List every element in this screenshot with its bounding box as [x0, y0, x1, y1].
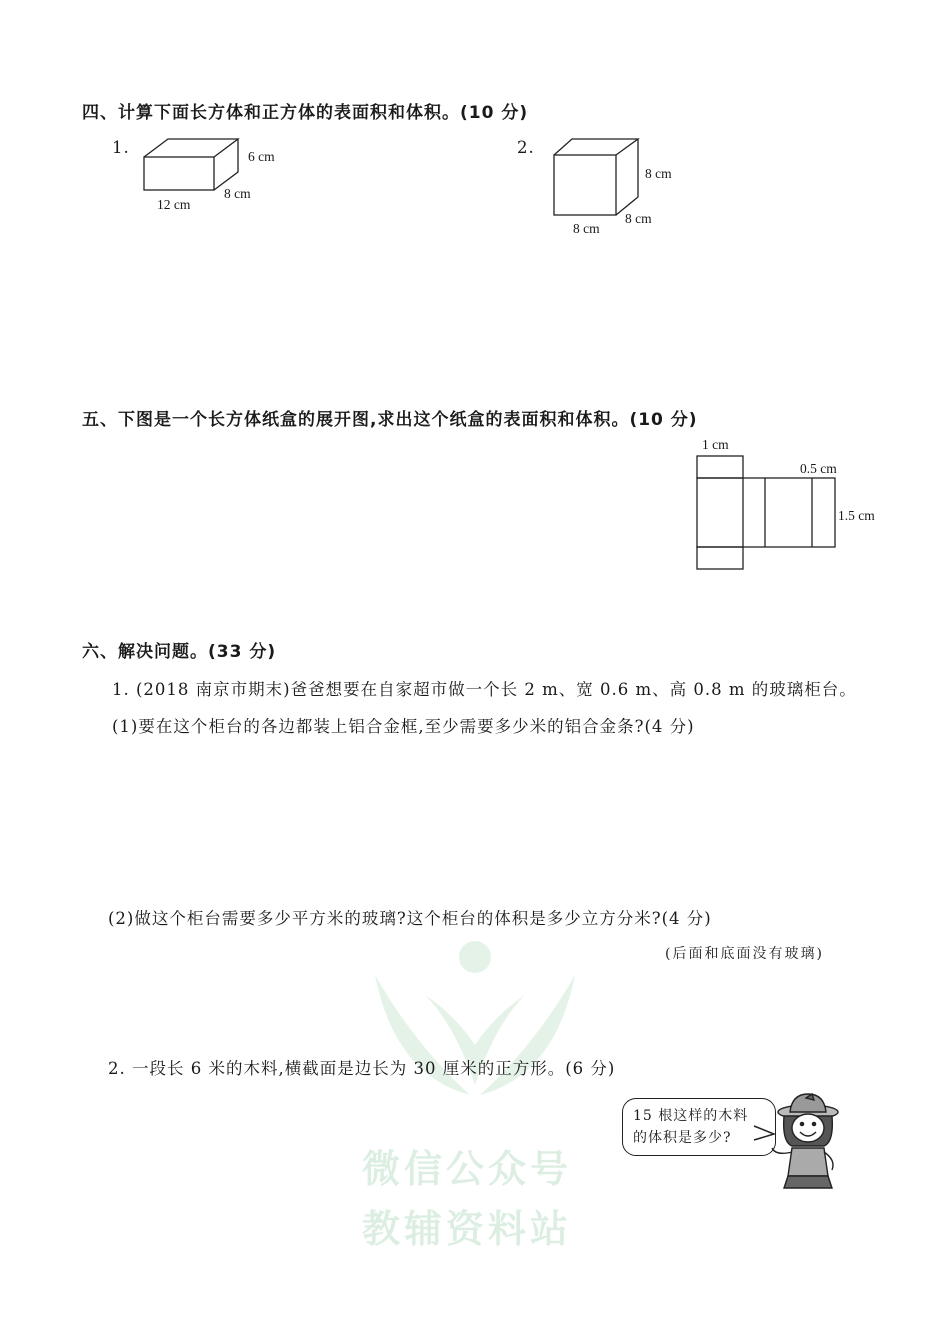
box-net-diagram: [696, 455, 836, 571]
speech-bubble: [622, 1098, 776, 1156]
q1-note: (后面和底面没有玻璃): [665, 946, 824, 962]
fig2-depth-label: 8 cm: [625, 211, 652, 226]
watermark-line2: 教辅资料站: [362, 1207, 573, 1251]
section6-title: 六、解决问题。(33 分): [82, 642, 277, 662]
net-side-label: 1.5 cm: [838, 508, 875, 523]
watermark-line1: 微信公众号: [362, 1147, 573, 1191]
section4-title: 四、计算下面长方体和正方体的表面积和体积。(10 分): [82, 103, 529, 123]
section5-title: 五、下图是一个长方体纸盒的展开图,求出这个纸盒的表面积和体积。(10 分): [82, 410, 698, 430]
net-mid-label: 0.5 cm: [800, 461, 837, 476]
q2-text: 2. 一段长 6 米的木料,横截面是边长为 30 厘米的正方形。(6 分): [108, 1059, 616, 1078]
fig1-height-label: 6 cm: [248, 149, 275, 164]
girl-cartoon-icon: [766, 1090, 846, 1190]
fig2-number: 2.: [517, 138, 535, 157]
net-top-label: 1 cm: [702, 437, 729, 452]
fig1-width-label: 8 cm: [224, 186, 251, 201]
q1-part1: (1)要在这个柜台的各边都装上铝合金框,至少需要多少米的铝合金条?(4 分): [112, 717, 695, 736]
bubble-line2: 的体积是多少?: [633, 1130, 732, 1146]
bubble-line1: 15 根这样的木料: [633, 1108, 749, 1124]
fig2-length-label: 8 cm: [573, 221, 600, 236]
q1-part2: (2)做这个柜台需要多少平方米的玻璃?这个柜台的体积是多少立方分米?(4 分): [108, 909, 712, 928]
watermark-logo-icon: [355, 935, 595, 1105]
cube-figure: [550, 135, 650, 220]
fig1-number: 1.: [112, 138, 130, 157]
fig1-length-label: 12 cm: [157, 197, 191, 212]
q1-text: 1. (2018 南京市期末)爸爸想要在自家超市做一个长 2 m、宽 0.6 m、高 0.8 m 的玻璃柜台。: [112, 680, 857, 699]
fig2-height-label: 8 cm: [645, 166, 672, 181]
